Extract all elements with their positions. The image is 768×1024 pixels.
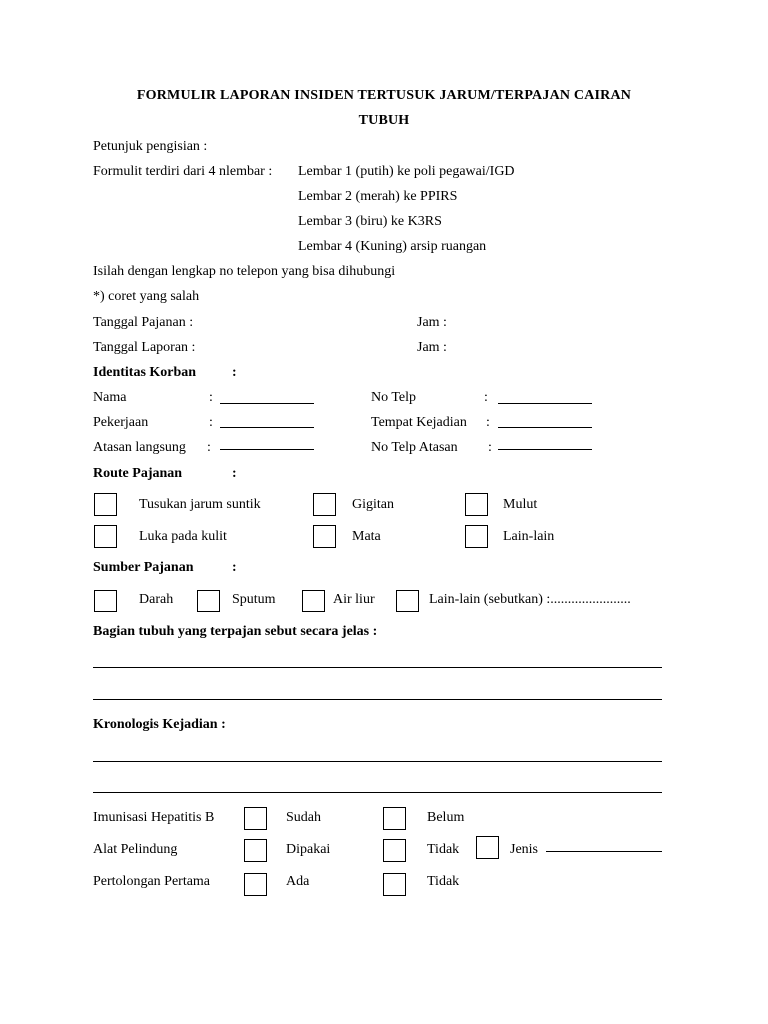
occupation-field[interactable] xyxy=(220,427,314,428)
route-eye-checkbox[interactable] xyxy=(313,525,336,548)
hepatitis-no-label: Belum xyxy=(427,810,465,825)
chronology-line-2[interactable] xyxy=(93,792,662,793)
phone-colon: : xyxy=(484,390,488,405)
supervisor-phone-colon: : xyxy=(488,440,492,455)
route-other-checkbox[interactable] xyxy=(465,525,488,548)
route-needle-checkbox[interactable] xyxy=(94,493,117,516)
source-saliva-checkbox[interactable] xyxy=(302,590,325,612)
supervisor-field[interactable] xyxy=(220,449,314,450)
location-colon: : xyxy=(486,415,490,430)
report-time-label: Jam : xyxy=(417,340,447,355)
supervisor-colon: : xyxy=(207,440,211,455)
form-title-line2: TUBUH xyxy=(358,113,410,128)
source-sputum-checkbox[interactable] xyxy=(197,590,220,612)
form-title-line1: FORMULIR LAPORAN INSIDEN TERTUSUK JARUM/TERPAJAN CAIRAN xyxy=(136,88,632,103)
name-label: Nama xyxy=(93,390,127,405)
supervisor-phone-field[interactable] xyxy=(498,449,592,450)
first-aid-label: Pertolongan Pertama xyxy=(93,874,211,889)
hepatitis-yes-checkbox[interactable] xyxy=(244,807,267,830)
sheet-1: Lembar 1 (putih) ke poli pegawai/IGD xyxy=(298,164,515,179)
phone-field[interactable] xyxy=(498,403,592,404)
name-field[interactable] xyxy=(220,403,314,404)
supervisor-label: Atasan langsung xyxy=(93,440,186,455)
occupation-colon: : xyxy=(209,415,213,430)
sheet-4: Lembar 4 (Kuning) arsip ruangan xyxy=(298,239,487,254)
route-other-label: Lain-lain xyxy=(503,529,555,544)
hepatitis-yes-label: Sudah xyxy=(286,810,321,825)
first-aid-yes-checkbox[interactable] xyxy=(244,873,267,896)
protection-worn-checkbox[interactable] xyxy=(244,839,267,862)
protection-type-field[interactable] xyxy=(546,851,662,852)
location-label: Tempat Kejadian xyxy=(371,415,467,430)
supervisor-phone-label: No Telp Atasan xyxy=(371,440,458,455)
route-heading: Route Pajanan xyxy=(93,466,183,481)
source-other-label: Lain-lain (sebutkan) :....................... xyxy=(429,592,631,607)
route-colon: : xyxy=(232,466,237,481)
body-part-line-1[interactable] xyxy=(93,667,662,668)
route-skin-checkbox[interactable] xyxy=(94,525,117,548)
sheet-3: Lembar 3 (biru) ke K3RS xyxy=(298,214,442,229)
source-other-checkbox[interactable] xyxy=(396,590,419,612)
victim-heading: Identitas Korban xyxy=(93,365,197,380)
report-date-label: Tanggal Laporan : xyxy=(93,340,196,355)
route-bite-label: Gigitan xyxy=(352,497,394,512)
route-skin-label: Luka pada kulit xyxy=(139,529,227,544)
protection-type-checkbox[interactable] xyxy=(476,836,499,859)
hepatitis-no-checkbox[interactable] xyxy=(383,807,406,830)
protection-not-worn-checkbox[interactable] xyxy=(383,839,406,862)
route-needle-label: Tusukan jarum suntik xyxy=(139,497,261,512)
source-sputum-label: Sputum xyxy=(232,592,276,607)
strike-note: *) coret yang salah xyxy=(93,289,200,304)
source-blood-checkbox[interactable] xyxy=(94,590,117,612)
protection-worn-label: Dipakai xyxy=(286,842,331,857)
name-colon: : xyxy=(209,390,213,405)
phone-label: No Telp xyxy=(371,390,417,405)
exposure-time-label: Jam : xyxy=(417,315,447,330)
body-part-heading: Bagian tubuh yang terpajan sebut secara jelas : xyxy=(93,624,378,639)
victim-colon: : xyxy=(232,365,237,380)
occupation-label: Pekerjaan xyxy=(93,415,149,430)
exposure-date-label: Tanggal Pajanan : xyxy=(93,315,194,330)
chronology-line-1[interactable] xyxy=(93,761,662,762)
source-saliva-label: Air liur xyxy=(333,592,375,607)
route-mouth-label: Mulut xyxy=(503,497,538,512)
source-blood-label: Darah xyxy=(139,592,174,607)
hepatitis-label: Imunisasi Hepatitis B xyxy=(93,810,215,825)
protection-label: Alat Pelindung xyxy=(93,842,178,857)
route-eye-label: Mata xyxy=(352,529,381,544)
sheet-2: Lembar 2 (merah) ke PPIRS xyxy=(298,189,458,204)
source-colon: : xyxy=(232,560,237,575)
first-aid-no-label: Tidak xyxy=(427,874,460,889)
route-bite-checkbox[interactable] xyxy=(313,493,336,516)
protection-not-worn-label: Tidak xyxy=(427,842,460,857)
instructions-heading: Petunjuk pengisian : xyxy=(93,139,208,154)
protection-type-label: Jenis xyxy=(510,842,538,857)
phone-note: Isilah dengan lengkap no telepon yang bisa dihubungi xyxy=(93,264,396,279)
body-part-line-2[interactable] xyxy=(93,699,662,700)
first-aid-yes-label: Ada xyxy=(286,874,310,889)
route-mouth-checkbox[interactable] xyxy=(465,493,488,516)
sheets-intro: Formulit terdiri dari 4 nlembar : xyxy=(93,164,273,179)
chronology-heading: Kronologis Kejadian : xyxy=(93,717,226,732)
first-aid-no-checkbox[interactable] xyxy=(383,873,406,896)
source-heading: Sumber Pajanan xyxy=(93,560,194,575)
location-field[interactable] xyxy=(498,427,592,428)
